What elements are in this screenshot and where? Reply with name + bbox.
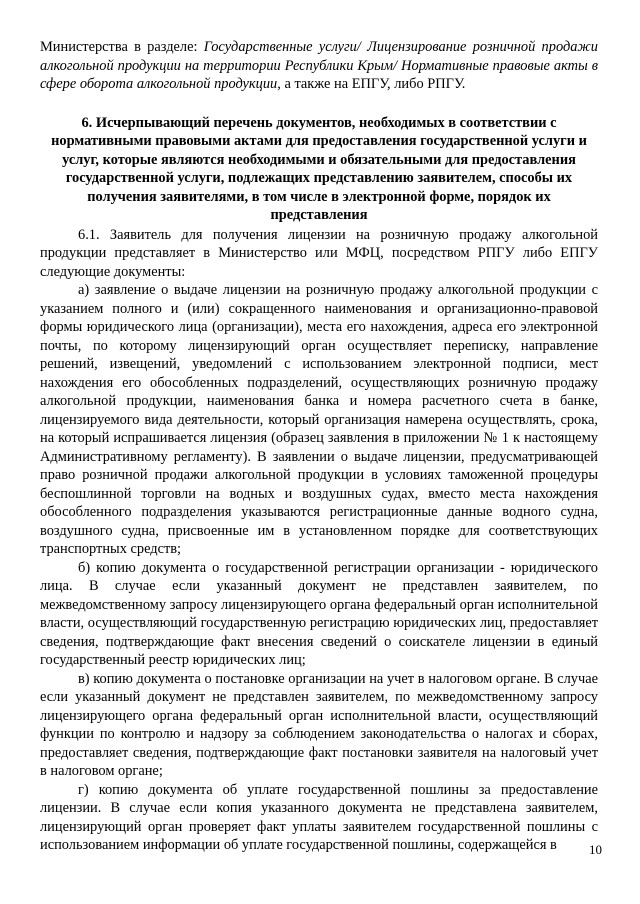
page-content <box>40 38 598 855</box>
paragraph-a: а) заявление о выдаче лицензии на розничную продажу алкогольной продукции с указанием полного и (или) сокращенного наименования и организационно-правовой формы юридического лица (организации), места его нахождения, адреса его электронной почты, по которому лицензирующий орган осуществляет переписку, направление решений, извещений, уведомлений с использованием электронной подписи, мест нахождения его обособленных подразделений, осуществляющих розничную продажу алкогольной продукции, наименования банка и номера расчетного счета в банке, лицензируемого вида деятельности, который организация намерена осуществлять, срока, на который испрашивается лицензия (образец заявления в приложении № 1 к настоящему Административному регламенту). В заявлении о выдаче лицензии, предусматривающей право розничной продажи алкогольной продукции в условиях таможенной процедуры беспошлинной торговли на водных и воздушных судах, вместо места нахождения обособленного подразделения указываются регистрационные данные водного судна, воздушного судна, присвоенные им в установленном порядке для соответствующих транспортных средств; <box>40 282 598 557</box>
intro-italic-path: Государственные услуги/ Лицензирование розничной продажи алкогольной продукции на территории Республики Крым/ Нормативные правовые акты в сфере оборота алкогольной продукции <box>40 39 599 92</box>
paragraph-v: в) копию документа о постановке организации на учет в налоговом органе. В случае если указанный документ не представлен заявителем, по межведомственному запросу лицензирующего органа федеральный орган исполнительной власти, осуществляющий функции по контролю и надзору за соблюдением законодательства о налогах и сборах, предоставляет сведения, подтверждающие факт постановки заявителя на налоговый учет в налоговом органе; <box>40 670 598 779</box>
intro-text-start: Министерства в разделе: <box>40 39 204 55</box>
intro-paragraph <box>40 38 598 94</box>
intro-text-end: , а также на ЕПГУ, либо РПГУ. <box>277 76 466 92</box>
paragraph-b: б) копию документа о государственной регистрации организации - юридического лица. В случае если указанный документ не представлен заявителем, по межведомственному запросу лицензирующего органа федеральный орган исполнительной власти, осуществляющий государственную регистрацию юридических лиц, предоставляет сведения, подтверждающие факт внесения сведений о соискателе лицензии в единый государственный реестр юридических лиц; <box>40 559 598 668</box>
section-heading: 6. Исчерпывающий перечень документов, необходимых в соответствии с нормативными правовыми актами для предоставления государственной услуги и услуг, которые являются необходимыми и обязательными для предоставления государственной услуги, подлежащих представлению заявителем, способы их получения заявителями, в том числе в электронной форме, порядок их представления <box>51 114 587 223</box>
paragraph-g: г) копию документа об уплате государственной пошлины за предоставление лицензии. В случае если копия указанного документа не представлена заявителем, лицензирующий орган проверяет факт уплаты заявителем государственной пошлины с использованием информации об уплате государственной пошлины, содержащейся в <box>40 781 598 853</box>
paragraph-6-1: 6.1. Заявитель для получения лицензии на розничную продажу алкогольной продукции представляет в Министерство или МФЦ, посредством РПГУ либо ЕПГУ следующие документы: <box>40 226 598 280</box>
page-number: 10 <box>589 842 602 857</box>
